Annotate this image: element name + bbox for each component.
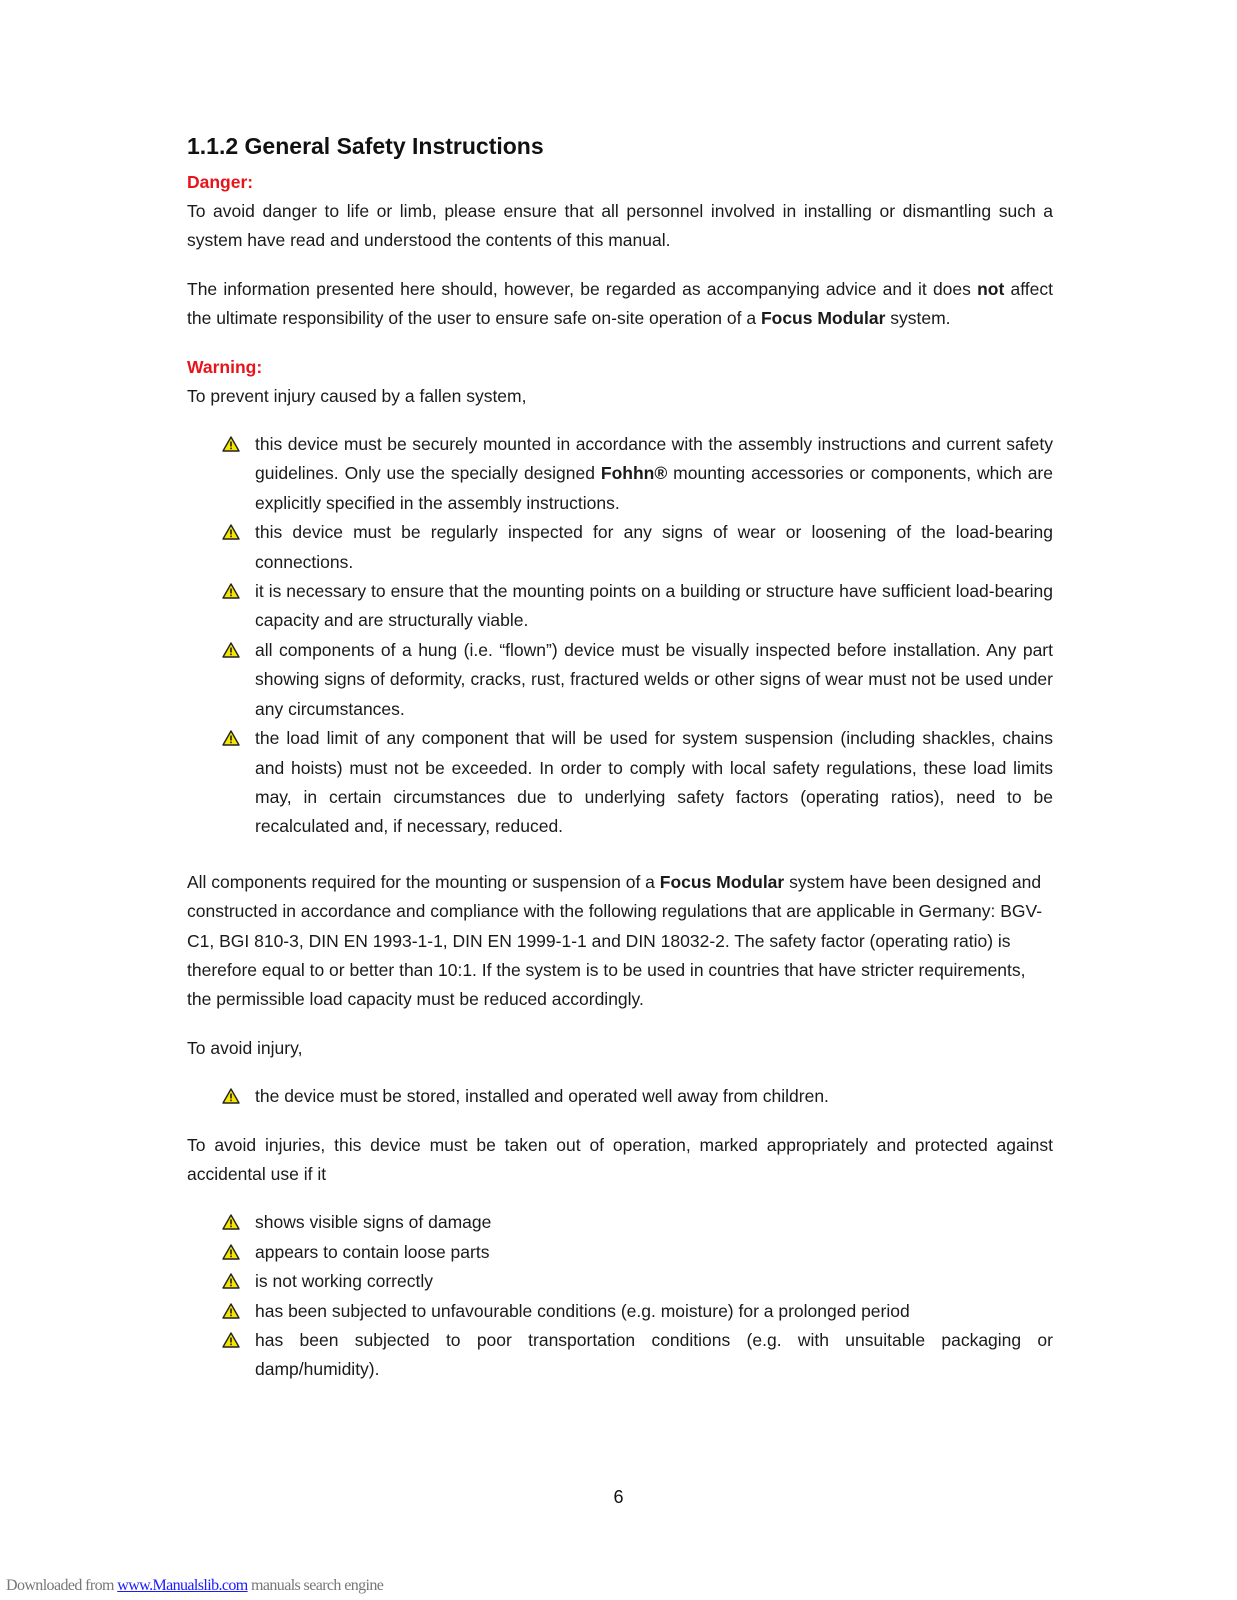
text-run: system have been designed and constructed in accordance and compliance with the following regulations that are applicable in Germany: BGV-C1, BGI 810-3, DIN EN 1993-1-1, DIN EN 1999-1-1 and DIN 18032-2. The safety factor (operating ratio) is therefore equal to or better than 10:1. If the system is to be used in countries that have stricter requirements, the permissible load capacity must be reduced accordingly. (187, 871, 1043, 1010)
section-heading: 1.1.2 General Safety Instructions (187, 133, 544, 159)
conditions-list (187, 1208, 1053, 1384)
warning-triangle-icon (222, 1244, 240, 1260)
list-item-text: the device must be stored, installed and operated well away from children. (255, 1086, 829, 1107)
list-item-text: the load limit of any component that will be used for system suspension (including shackles, chains and hoists) must not be exceeded. In order to comply with local safety regulations, these load limits may, in certain circumstances due to underlying safety factors (operating ratios), need to be recalculated and, if necessary, reduced. (255, 728, 1053, 837)
list-item-text: all components of a hung (i.e. “flown”) device must be visually inspected before installation. Any part showing signs of deformity, cracks, rust, fractured welds or other signs of wear must not be used under any circumstances. (255, 639, 1053, 719)
list-item (187, 1082, 1053, 1111)
list-item-text: appears to contain loose parts (255, 1241, 490, 1262)
list-item-text: is not working correctly (255, 1271, 433, 1292)
emphasis-not: not (977, 278, 1005, 299)
manualslib-link[interactable]: www.Manualslib.com (117, 1577, 248, 1594)
text-run: The information presented here should, however, be regarded as accompanying advice and it does (187, 278, 978, 299)
list-item-text: it is necessary to ensure that the mounting points on a building or structure have sufficient load-bearing capacity and are structurally viable. (255, 581, 1053, 631)
out-of-operation-intro: To avoid injuries, this device must be taken out of operation, marked appropriately and protected against accidental use if it (187, 1134, 1053, 1184)
warning-list (187, 430, 1053, 842)
page-number: 6 (613, 1487, 624, 1507)
list-item (187, 1326, 1053, 1385)
list-item (187, 1208, 1053, 1237)
list-item (187, 430, 1053, 518)
warning-triangle-icon (222, 1332, 240, 1348)
warning-triangle-icon (222, 1303, 240, 1319)
list-item-text: has been subjected to unfavourable conditions (e.g. moisture) for a prolonged period (255, 1300, 910, 1321)
list-item-text: this device must be regularly inspected for any signs of wear or loosening of the load-bearing connections. (255, 522, 1053, 572)
list-item (187, 1267, 1053, 1296)
warning-label: Warning: (187, 356, 263, 377)
text-run: this device must be securely mounted in accordance with the assembly instructions and current safety guidelines. Only use the specially designed (255, 434, 1053, 484)
warning-triangle-icon (222, 1214, 240, 1230)
warning-triangle-icon (222, 642, 240, 658)
footer-suffix: manuals search engine (247, 1577, 384, 1594)
list-item (187, 1297, 1053, 1326)
list-item (187, 518, 1053, 577)
warning-triangle-icon (222, 583, 240, 599)
brand-name: Fohhn® (600, 463, 668, 484)
list-item-text: has been subjected to poor transportation conditions (e.g. with unsuitable packaging or damp/humidity). (255, 1330, 1053, 1380)
brand-name: Focus Modular (760, 308, 886, 329)
children-list (187, 1082, 1053, 1111)
download-footer (6, 1577, 383, 1595)
warning-intro: To prevent injury caused by a fallen system, (187, 385, 527, 406)
danger-paragraph-2 (187, 275, 1053, 334)
danger-label: Danger: (187, 172, 254, 192)
document-page (187, 133, 1053, 1385)
compliance-paragraph (187, 868, 1053, 1015)
list-item (187, 636, 1053, 724)
warning-triangle-icon (222, 436, 240, 452)
warning-triangle-icon (222, 730, 240, 746)
list-item (187, 724, 1053, 842)
footer-prefix: Downloaded from (6, 1577, 118, 1594)
warning-triangle-icon (222, 1273, 240, 1289)
avoid-injury-intro: To avoid injury, (187, 1037, 303, 1058)
warning-triangle-icon (222, 524, 240, 540)
text-run: mounting accessories or components, which are explicitly specified in the assembly instructions. (255, 463, 1053, 513)
brand-name: Focus Modular (659, 871, 785, 892)
list-item-text: shows visible signs of damage (255, 1212, 492, 1233)
text-run: system. (885, 308, 951, 329)
list-item (187, 577, 1053, 636)
warning-triangle-icon (222, 1088, 240, 1104)
danger-paragraph-1: To avoid danger to life or limb, please ensure that all personnel involved in installing or dismantling such a system have read and understood the contents of this manual. (187, 201, 1053, 251)
text-run: All components required for the mounting or suspension of a (187, 871, 660, 892)
list-item (187, 1238, 1053, 1267)
text-run: affect the ultimate responsibility of the user to ensure safe on-site operation of a (187, 278, 1053, 329)
